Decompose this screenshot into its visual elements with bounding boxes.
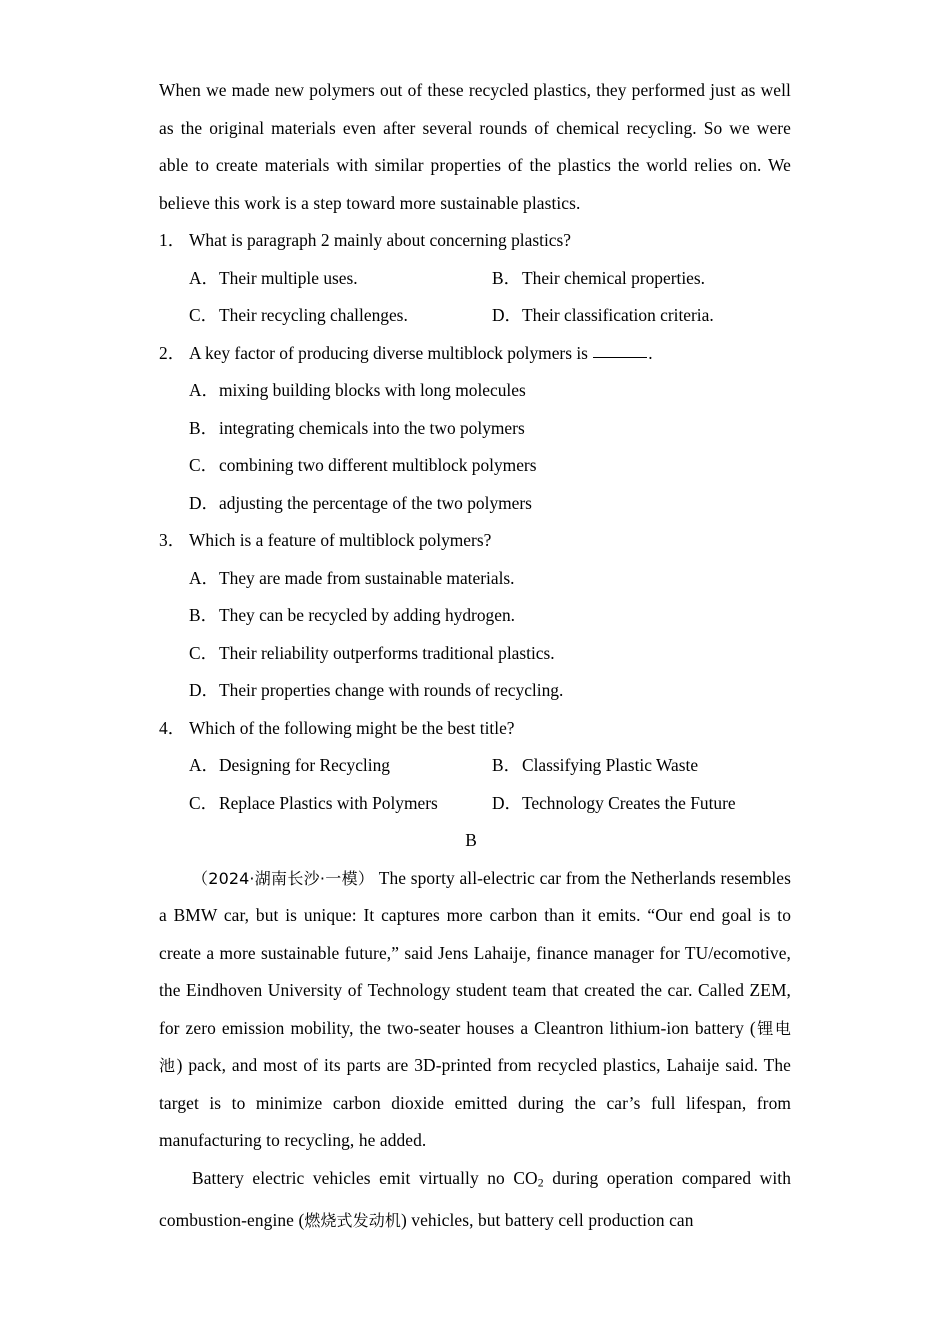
question-1-option-row-1 [159,260,791,298]
question-3-option-d[interactable] [159,672,791,710]
question-1-stem [159,222,791,260]
question-3-option-a[interactable] [159,560,791,598]
section-b-label: B [465,830,477,850]
question-1-option-c[interactable] [189,297,408,335]
question-4-option-b[interactable] [492,747,698,785]
option-letter: C． [189,792,218,813]
section-b-paragraph-1 [159,860,791,1160]
question-1-option-row-2 [159,297,791,335]
section-b-paragraph-2 [159,1160,791,1240]
option-text: Their multiple uses. [219,267,358,288]
option-letter: C． [189,642,218,663]
question-4-option-row-2 [159,785,791,823]
option-letter: C． [189,305,218,325]
question-2-option-a[interactable] [159,372,791,410]
page-content [159,72,791,1239]
option-letter: B． [189,605,218,625]
option-text: Their recycling challenges. [219,305,408,325]
option-text: Designing for Recycling [219,755,390,775]
question-2-option-d[interactable] [159,485,791,523]
option-letter: B． [492,755,521,775]
option-text: Replace Plastics with Polymers [219,792,438,813]
option-letter: C． [189,455,218,475]
question-3-number: 3． [159,530,186,550]
question-1-option-b[interactable] [492,260,705,298]
option-text: integrating chemicals into the two polymers [219,417,525,438]
question-2-option-c[interactable] [159,447,791,485]
question-3-option-c[interactable] [159,635,791,673]
option-letter: A． [189,755,219,775]
paragraph-1-part-1: The sporty all-electric car from the Netherlands resembles a BMW car, but is unique: It captures more carbon than it emits. “Our end goal is to create a more sustainable future,” said Jens Lahaije, finance manager for TU/ecomotive, the Eindhoven University of Technology student team that created the car. Called ZEM, for zero emission mobility, the two-seater houses a Cleantron lithium-ion battery ( [159,867,791,1038]
option-text: Technology Creates the Future [521,792,736,813]
question-4-option-row-1 [159,747,791,785]
option-letter: D． [492,305,522,325]
question-4-option-d[interactable] [492,785,736,823]
exam-source-attribution: （2024·湖南长沙·一模） [192,868,375,888]
question-4-text: Which of the following might be the best title? [189,717,515,738]
option-text: They can be recycled by adding hydrogen. [219,605,516,625]
option-text: mixing building blocks with long molecules [219,380,526,400]
option-text: Their classification criteria. [522,305,714,325]
question-1-option-d[interactable] [492,297,714,335]
answer-blank[interactable] [593,357,647,358]
option-letter: D． [189,680,219,700]
passage-a-final-paragraph: When we made new polymers out of these recycled plastics, they performed just as well as the original materials even after several rounds of chemical recycling. So we were able to create materials with similar properties of the plastics the world relies on. We believe this work is a step toward more sustainable plastics. [159,80,791,213]
co2-subscript: 2 [537,1175,544,1190]
option-letter: D． [189,492,219,513]
option-letter: B． [189,417,218,438]
question-2-stem [159,335,791,373]
paragraph-1-part-2: ) pack, and most of its parts are 3D-printed from recycled plastics, Lahaije said. The target is to minimize carbon dioxide emitted during the car’s full lifespan, from manufacturing to recycling, he added. [159,1055,791,1150]
paragraph-2-part-1: Battery electric vehicles emit virtually no CO [192,1167,538,1188]
option-text: adjusting the percentage of the two polymers [219,492,532,513]
paragraph-2-part-3: ) vehicles, but battery cell production can [400,1209,694,1230]
gloss-combustion-engine: 燃烧式发动机 [304,1210,401,1230]
option-letter: D． [492,792,522,813]
option-letter: A． [189,567,219,588]
question-4-option-c[interactable] [189,785,438,823]
option-text: Their reliability outperforms traditional plastics. [219,642,555,663]
question-1-number: 1． [159,230,186,250]
question-1-option-a[interactable] [189,260,358,298]
option-text: Their properties change with rounds of recycling. [219,680,564,700]
question-3-option-b[interactable] [159,597,791,635]
option-text: They are made from sustainable materials. [219,567,515,588]
paragraph-2-part-2: during operation compared with combustion-engine ( [159,1167,791,1230]
question-2-number: 2． [159,342,186,363]
question-2-text-before-blank: A key factor of producing diverse multiblock polymers is [189,342,593,363]
option-text: Classifying Plastic Waste [522,755,699,775]
option-text: Their chemical properties. [522,267,706,288]
option-letter: A． [189,380,219,400]
question-3-stem [159,522,791,560]
question-4-option-a[interactable] [189,747,390,785]
question-4-stem [159,710,791,748]
gloss-lithium-battery: 锂电池 [159,1018,791,1075]
option-letter: A． [189,267,219,288]
question-3-text: Which is a feature of multiblock polymers? [189,530,492,550]
question-2-option-b[interactable] [159,410,791,448]
option-letter: B． [492,267,521,288]
question-2-text-after-blank: . [648,342,653,363]
question-4-number: 4． [159,717,186,738]
option-text: combining two different multiblock polymers [219,455,537,475]
question-1-text: What is paragraph 2 mainly about concerning plastics? [189,230,571,250]
